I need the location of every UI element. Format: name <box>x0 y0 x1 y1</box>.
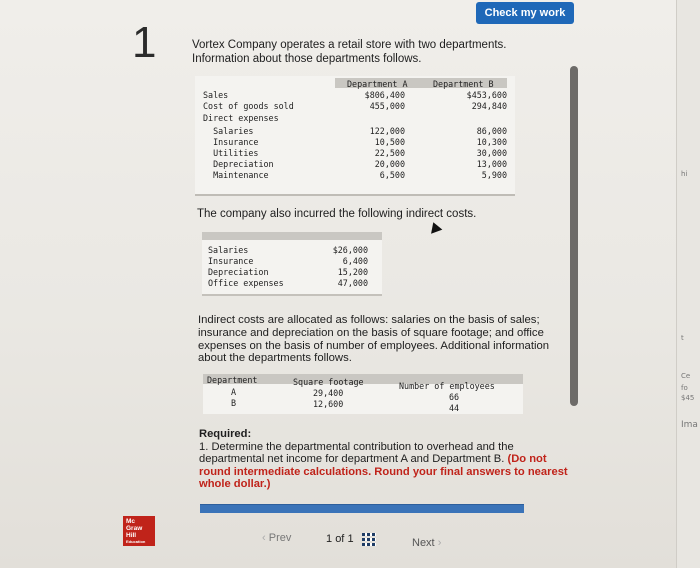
page-of: of <box>335 533 345 545</box>
table-row <box>195 113 515 124</box>
dept-b-value: 5,900 <box>481 170 507 180</box>
strip-text: $45 <box>681 394 695 402</box>
strip-text: fo <box>681 384 688 392</box>
table-row <box>195 148 515 159</box>
row-value: 6,400 <box>342 256 368 266</box>
check-my-work-button[interactable]: Check my work <box>476 2 574 24</box>
dept-b-value: 13,000 <box>476 159 507 169</box>
dept-a-value: 20,000 <box>374 159 405 169</box>
next-label: Next <box>412 537 435 549</box>
next-button[interactable] <box>412 537 441 549</box>
square-footage-value: 29,400 <box>313 388 344 398</box>
row-label: Maintenance <box>203 170 269 180</box>
table-row <box>202 245 382 256</box>
answer-area-bar <box>200 504 524 513</box>
mcgraw-hill-logo <box>123 516 155 546</box>
strip-text: Ce <box>681 372 691 380</box>
page-current: 1 <box>326 533 333 545</box>
column-header-dept-b: Department B <box>433 79 494 89</box>
row-label: Cost of goods sold <box>203 101 294 111</box>
indirect-costs-table <box>202 232 382 296</box>
table-row <box>202 267 382 278</box>
logo-text: Hill <box>126 532 137 539</box>
intro-text: Vortex Company operates a retail store with two departments. Information about those departments follows. <box>192 39 507 65</box>
department-direct-table <box>195 76 515 196</box>
adjacent-panel-strip <box>676 0 700 568</box>
indirect-costs-intro: The company also incurred the following indirect costs. <box>197 208 477 220</box>
logo-text: Education <box>126 539 146 544</box>
row-label: Depreciation <box>208 267 269 277</box>
department-label: A <box>231 387 237 397</box>
row-label: Salaries <box>208 245 249 255</box>
column-header-department: Department <box>207 375 258 385</box>
dept-a-value: 22,500 <box>374 148 405 158</box>
rounding-note: (Do not round intermediate calculations. Round your final answers to nearest whole dollar.) <box>199 453 568 491</box>
dept-b-value: 10,300 <box>476 137 507 147</box>
dept-b-value: 294,840 <box>471 101 507 111</box>
strip-text: t <box>681 334 684 342</box>
dept-b-value: 86,000 <box>476 126 507 136</box>
required-section <box>199 428 569 491</box>
department-label: B <box>231 398 237 408</box>
row-value: $26,000 <box>332 245 368 255</box>
dept-a-value: $806,400 <box>364 90 405 100</box>
chevron-left-icon: ‹ <box>262 532 266 544</box>
row-label: Utilities <box>203 148 259 158</box>
row-label: Direct expenses <box>203 113 279 123</box>
dept-b-value: $453,600 <box>466 90 507 100</box>
prev-button[interactable] <box>262 532 291 544</box>
dept-b-value: 30,000 <box>476 148 507 158</box>
grid-view-icon[interactable] <box>362 532 376 546</box>
table-header-band <box>202 232 382 240</box>
department-info-table <box>203 374 523 414</box>
column-header-employees: Number of employees <box>399 381 495 391</box>
row-label: Sales <box>203 90 229 100</box>
dept-a-value: 6,500 <box>379 170 405 180</box>
prev-label: Prev <box>268 532 292 544</box>
logo-text: Mc <box>126 518 136 525</box>
table-row <box>195 126 515 137</box>
row-label: Insurance <box>208 256 254 266</box>
dept-a-value: 122,000 <box>369 126 405 136</box>
table-row <box>195 170 515 181</box>
page-total: 1 <box>347 533 354 545</box>
allocation-text: Indirect costs are allocated as follows: salaries on the basis of sales; insurance and depreciation on the basis of square footage; and office expenses on the basis of number of employees. Additional information about the departments follows. <box>198 314 550 365</box>
chevron-right-icon: › <box>437 537 442 549</box>
table-row <box>195 159 515 170</box>
scrollbar-thumb[interactable] <box>570 66 578 406</box>
row-label: Office expenses <box>208 278 284 288</box>
table-row <box>195 101 515 112</box>
strip-text: hi <box>681 170 688 178</box>
row-value: 15,200 <box>337 267 368 277</box>
table-row <box>195 137 515 148</box>
row-label: Salaries <box>203 126 254 136</box>
row-value: 47,000 <box>337 278 368 288</box>
required-title: Required: <box>199 428 252 440</box>
row-label: Insurance <box>203 137 259 147</box>
strip-text: Ima <box>681 420 698 430</box>
square-footage-value: 12,600 <box>313 399 344 409</box>
column-header-dept-a: Department A <box>347 79 408 89</box>
column-header-square-footage: Square footage <box>293 377 364 387</box>
row-label: Depreciation <box>203 159 274 169</box>
logo-text: Graw <box>126 525 143 532</box>
table-row <box>202 278 382 289</box>
employees-value: 66 <box>449 392 460 402</box>
page-indicator <box>326 533 354 545</box>
dept-a-value: 455,000 <box>369 101 405 111</box>
required-instructions: 1. Determine the departmental contribution to overhead and the departmental net income for department A and Department B. <box>199 440 514 466</box>
table-row <box>202 256 382 267</box>
dept-a-value: 10,500 <box>374 137 405 147</box>
table-row <box>195 90 515 101</box>
question-number: 1 <box>132 18 157 67</box>
employees-value: 44 <box>449 403 460 413</box>
